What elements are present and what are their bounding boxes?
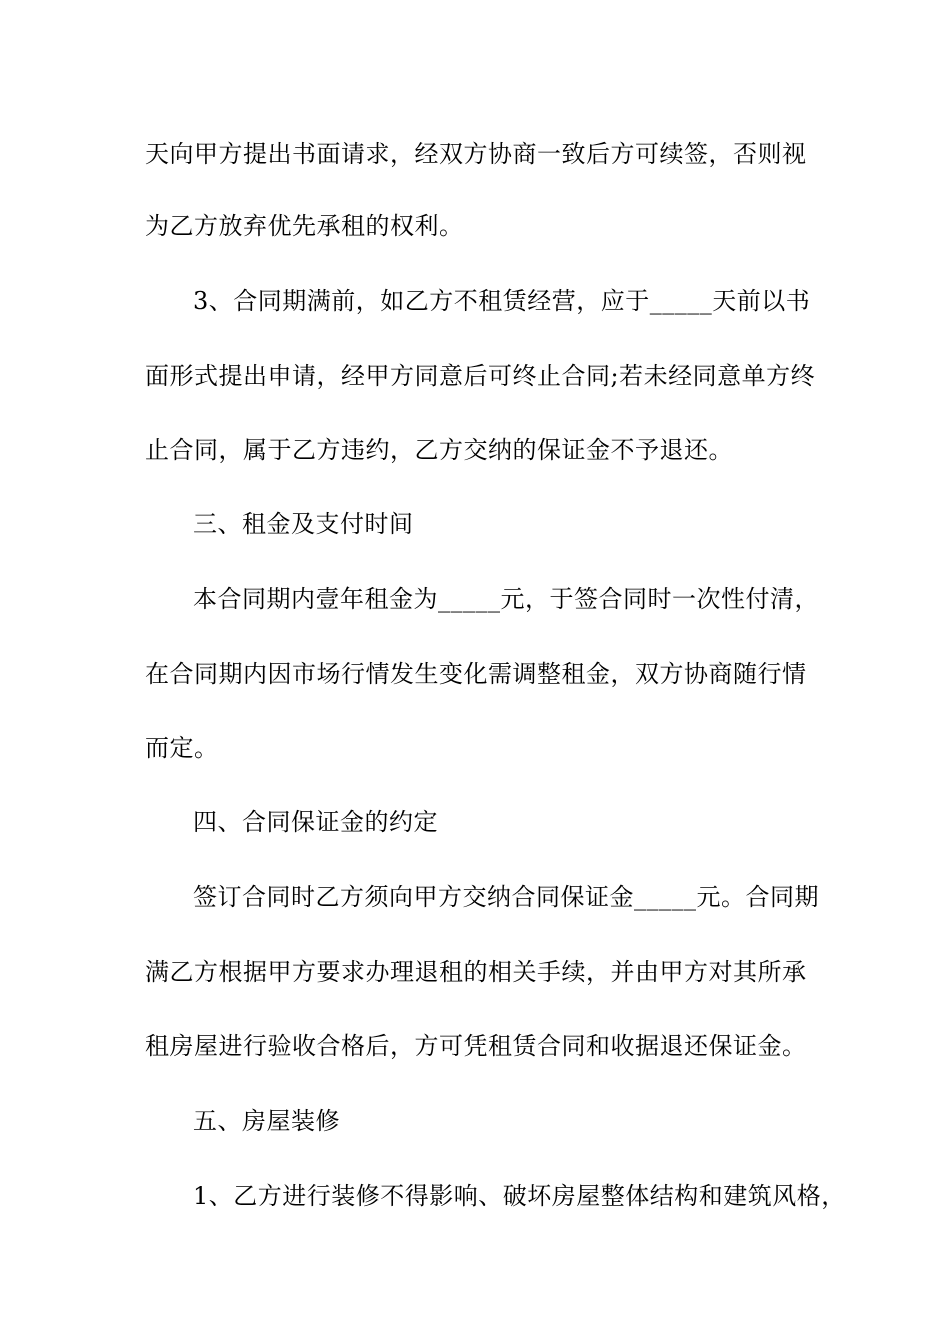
paragraph-line: 1、乙方进行装修不得影响、破坏房屋整体结构和建筑风格， — [193, 1182, 846, 1210]
paragraph-line: 签订合同时乙方须向甲方交纳合同保证金_____元。合同期 — [193, 883, 819, 911]
paragraph-line: 满乙方根据甲方要求办理退租的相关手续，并由甲方对其所承 — [145, 958, 807, 986]
paragraph-line: 天向甲方提出书面请求，经双方协商一致后方可续签，否则视 — [145, 140, 807, 168]
paragraph-line: 面形式提出申请，经甲方同意后可终止合同;若未经同意单方终 — [145, 362, 816, 390]
section-heading: 三、租金及支付时间 — [193, 510, 414, 538]
section-heading: 四、合同保证金的约定 — [193, 808, 438, 836]
paragraph-line: 3、合同期满前，如乙方不租赁经营，应于_____天前以书 — [193, 287, 811, 315]
section-heading: 五、房屋装修 — [193, 1107, 340, 1135]
paragraph-line: 止合同，属于乙方违约，乙方交纳的保证金不予退还。 — [145, 436, 733, 464]
paragraph-line: 本合同期内壹年租金为_____元，于签合同时一次性付清， — [193, 585, 819, 613]
paragraph-line: 为乙方放弃优先承租的权利。 — [145, 212, 464, 240]
paragraph-line: 在合同期内因市场行情发生变化需调整租金，双方协商随行情 — [145, 660, 807, 688]
paragraph-line: 而定。 — [145, 734, 219, 762]
paragraph-line: 租房屋进行验收合格后，方可凭租赁合同和收据退还保证金。 — [145, 1032, 807, 1060]
